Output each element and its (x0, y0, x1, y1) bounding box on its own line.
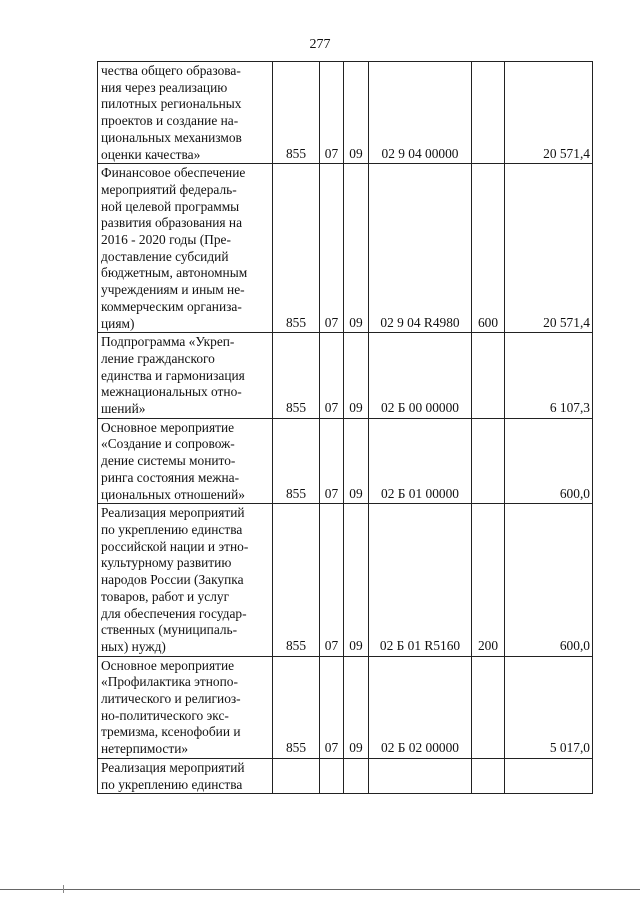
table-row (98, 333, 593, 419)
section-code-cell: 07 (320, 504, 344, 656)
section-code-cell: 07 (320, 62, 344, 164)
target-article-cell: 02 Б 01 00000 (369, 418, 472, 504)
target-article-cell: 02 9 04 R4980 (369, 164, 472, 333)
section-code-cell: 07 (320, 164, 344, 333)
item-name-line: «Профилактика этнопо- (101, 674, 238, 690)
ministry-code-cell: 855 (273, 656, 320, 758)
item-name-line: Реализация мероприятий (101, 759, 245, 775)
table-row (98, 656, 593, 758)
item-name-cell (98, 333, 273, 419)
item-name-line: единства и гармонизация (101, 367, 245, 383)
target-article-cell: 02 Б 02 00000 (369, 656, 472, 758)
subsection-code-cell (344, 758, 369, 793)
item-name-line: российской нации и этно- (101, 538, 249, 554)
expense-type-cell (472, 418, 505, 504)
item-name-line: дение системы монито- (101, 453, 236, 469)
target-article-cell: 02 9 04 00000 (369, 62, 472, 164)
item-name-line: по укреплению единства (101, 521, 243, 537)
table-row (98, 62, 593, 164)
table-row (98, 504, 593, 656)
sum-cell: 20 571,4 (505, 62, 593, 164)
item-name-line: мероприятий федераль- (101, 181, 237, 197)
item-name-line: для обеспечения государ- (101, 605, 247, 621)
item-name-line: ной целевой программы (101, 198, 240, 214)
subsection-code-cell: 09 (344, 656, 369, 758)
table-body (98, 62, 593, 794)
item-name-cell (98, 62, 273, 164)
page-number: 277 (309, 37, 331, 52)
item-name-line: проектов и создание на- (101, 113, 239, 129)
item-name-line: шений» (101, 401, 146, 417)
item-name-line: «Создание и сопровож- (101, 436, 235, 452)
expense-type-cell (472, 62, 505, 164)
sum-cell: 5 017,0 (505, 656, 593, 758)
item-name-line: ния через реализацию (101, 79, 228, 95)
item-name-cell (98, 758, 273, 793)
item-name-line: Основное мероприятие (101, 657, 235, 673)
ministry-code-cell (273, 758, 320, 793)
item-name-line: межнациональных отно- (101, 384, 242, 400)
item-name-cell (98, 656, 273, 758)
item-name-line: пилотных региональных (101, 96, 242, 112)
budget-table (97, 61, 593, 794)
item-name-line: ственных (муниципаль- (101, 622, 238, 638)
item-name-line: оценки качества» (101, 146, 201, 162)
page-bottom-rule (0, 889, 640, 890)
sum-cell: 600,0 (505, 418, 593, 504)
table-row (98, 418, 593, 504)
item-name-line: бюджетным, автономным (101, 265, 248, 281)
sum-cell (505, 758, 593, 793)
section-code-cell: 07 (320, 656, 344, 758)
sum-cell: 20 571,4 (505, 164, 593, 333)
item-name-line: Основное мероприятие (101, 419, 235, 435)
table-row (98, 758, 593, 793)
item-name-line: коммерческим организа- (101, 298, 242, 314)
subsection-code-cell: 09 (344, 504, 369, 656)
item-name-line: товаров, работ и услуг (101, 588, 230, 604)
ministry-code-cell: 855 (273, 333, 320, 419)
item-name-line: нетерпимости» (101, 741, 189, 757)
item-name-line: но-политического экс- (101, 707, 229, 723)
item-name-cell (98, 418, 273, 504)
subsection-code-cell: 09 (344, 333, 369, 419)
item-name-line: ление гражданского (101, 350, 215, 366)
expense-type-cell (472, 758, 505, 793)
target-article-cell (369, 758, 472, 793)
item-name-line: ринга состояния межна- (101, 469, 240, 485)
item-name-line: циям) (101, 315, 135, 331)
item-name-line: циональных механизмов (101, 129, 242, 145)
expense-type-cell (472, 333, 505, 419)
item-name-line: 2016 - 2020 годы (Пре- (101, 232, 231, 248)
item-name-line: Подпрограмма «Укреп- (101, 334, 235, 350)
item-name-line: тремизма, ксенофобии и (101, 724, 241, 740)
item-name-line: Реализация мероприятий (101, 505, 245, 521)
item-name-line: доставление субсидий (101, 248, 229, 264)
item-name-cell (98, 504, 273, 656)
subsection-code-cell: 09 (344, 62, 369, 164)
item-name-line: культурному развитию (101, 555, 232, 571)
section-code-cell (320, 758, 344, 793)
item-name-line: циональных отношений» (101, 486, 245, 502)
ministry-code-cell: 855 (273, 504, 320, 656)
item-name-line: развития образования на (101, 215, 243, 231)
item-name-line: народов России (Закупка (101, 572, 244, 588)
subsection-code-cell: 09 (344, 164, 369, 333)
ministry-code-cell: 855 (273, 164, 320, 333)
item-name-line: Финансовое обеспечение (101, 165, 246, 181)
ministry-code-cell: 855 (273, 418, 320, 504)
page-bottom-tick (63, 885, 64, 893)
expense-type-cell (472, 656, 505, 758)
expense-type-cell: 600 (472, 164, 505, 333)
sum-cell: 6 107,3 (505, 333, 593, 419)
expense-type-cell: 200 (472, 504, 505, 656)
sum-cell: 600,0 (505, 504, 593, 656)
item-name-line: литического и религиоз- (101, 691, 241, 707)
subsection-code-cell: 09 (344, 418, 369, 504)
section-code-cell: 07 (320, 333, 344, 419)
target-article-cell: 02 Б 00 00000 (369, 333, 472, 419)
item-name-line: чества общего образова- (101, 63, 241, 78)
table-row (98, 164, 593, 333)
target-article-cell: 02 Б 01 R5160 (369, 504, 472, 656)
item-name-line: учреждениям и иным не- (101, 282, 245, 298)
item-name-line: ных) нужд) (101, 638, 166, 654)
ministry-code-cell: 855 (273, 62, 320, 164)
item-name-line: по укреплению единства (101, 776, 243, 792)
item-name-cell (98, 164, 273, 333)
section-code-cell: 07 (320, 418, 344, 504)
